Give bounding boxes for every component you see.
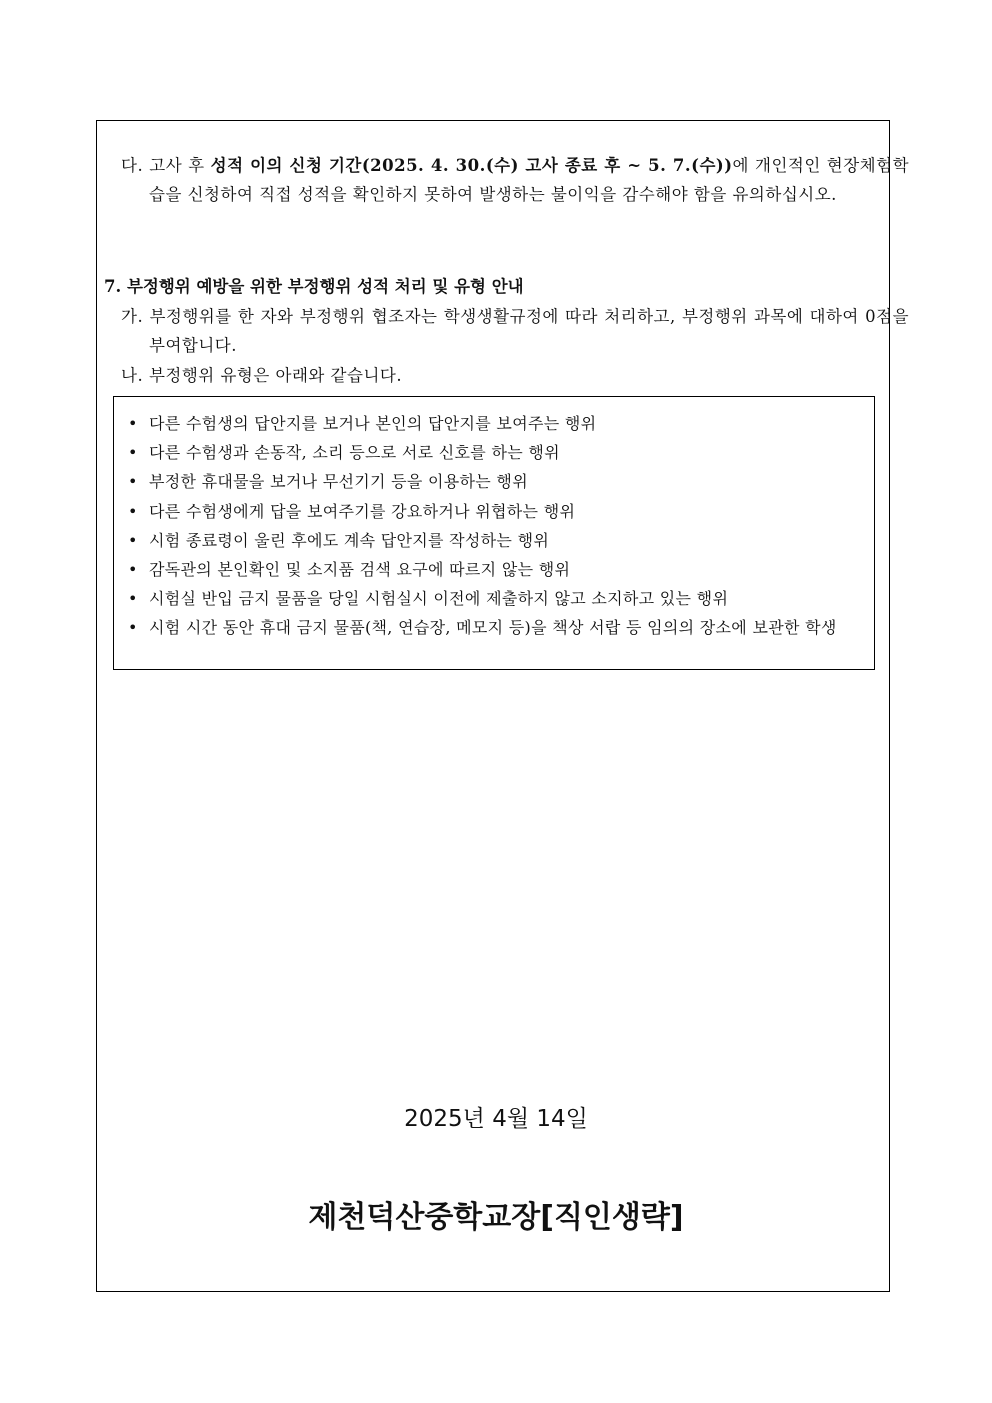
bullet-icon: • <box>128 501 138 521</box>
bullet-icon: • <box>128 472 138 492</box>
notice-na <box>121 361 909 390</box>
list-item-text: 시험실 반입 금지 물품을 당일 시험실시 이전에 제출하지 않고 소지하고 있는 행위 <box>149 589 729 609</box>
violation-list-box <box>113 396 875 670</box>
list-item <box>128 467 874 496</box>
na-marker: 나. <box>121 366 144 385</box>
da-bold-dates: (2025. 4. 30.(수) 고사 종료 후 ~ 5. 7.(수)) <box>361 156 733 175</box>
bullet-icon: • <box>128 589 138 609</box>
notice-da <box>121 151 909 209</box>
list-item-text: 시험 종료령이 울린 후에도 계속 답안지를 작성하는 행위 <box>149 530 550 550</box>
list-item <box>128 438 874 467</box>
list-item-text: 시험 시간 동안 휴대 금지 물품(책, 연습장, 메모지 등)을 책상 서랍 등 임의의 장소에 보관한 학생 <box>149 618 837 638</box>
list-item-text: 부정한 휴대물을 보거나 무선기기 등을 이용하는 행위 <box>149 472 528 492</box>
ga-text: 부정행위를 한 자와 부정행위 협조자는 학생생활규정에 따라 처리하고, 부정행위 과목에 대하여 0점을 부여합니다. <box>149 307 910 355</box>
da-text-1: 고사 후 <box>149 156 211 175</box>
notice-ga <box>121 302 909 360</box>
da-text-2: 에 개인적인 현장체험학습을 신청하여 직접 성적을 확인하지 못하여 발생하는 불이익을 감수해야 함을 유의하십시오. <box>149 156 910 204</box>
list-item <box>128 584 874 613</box>
list-item-text: 다른 수험생의 답안지를 보거나 본인의 답안지를 보여주는 행위 <box>149 414 597 433</box>
list-item <box>128 526 874 555</box>
bullet-icon: • <box>128 530 138 550</box>
list-item <box>128 409 874 438</box>
list-item <box>128 613 874 642</box>
bullet-icon: • <box>128 443 138 463</box>
ga-marker: 가. <box>121 307 144 326</box>
list-item-text: 감독관의 본인확인 및 소지품 검색 요구에 따르지 않는 행위 <box>149 560 571 580</box>
list-item <box>128 555 874 584</box>
da-bold-period: 성적 이의 신청 기간 <box>210 156 362 175</box>
document-date: 2025년 4월 14일 <box>404 1106 588 1132</box>
list-item-text: 다른 수험생과 손동작, 소리 등으로 서로 신호를 하는 행위 <box>149 443 560 463</box>
list-item-text: 다른 수험생에게 답을 보여주기를 강요하거나 위협하는 행위 <box>149 501 576 521</box>
violation-list <box>114 397 874 643</box>
bullet-icon: • <box>128 414 138 433</box>
da-marker: 다. <box>121 156 144 175</box>
list-item <box>128 497 874 526</box>
section-7-heading: 7. 부정행위 예방을 위한 부정행위 성적 처리 및 유형 안내 <box>104 277 524 296</box>
bullet-icon: • <box>128 618 138 638</box>
signer-name: 제천덕산중학교장[직인생략] <box>308 1200 684 1235</box>
na-text: 부정행위 유형은 아래와 같습니다. <box>148 366 403 385</box>
bullet-icon: • <box>128 560 138 580</box>
